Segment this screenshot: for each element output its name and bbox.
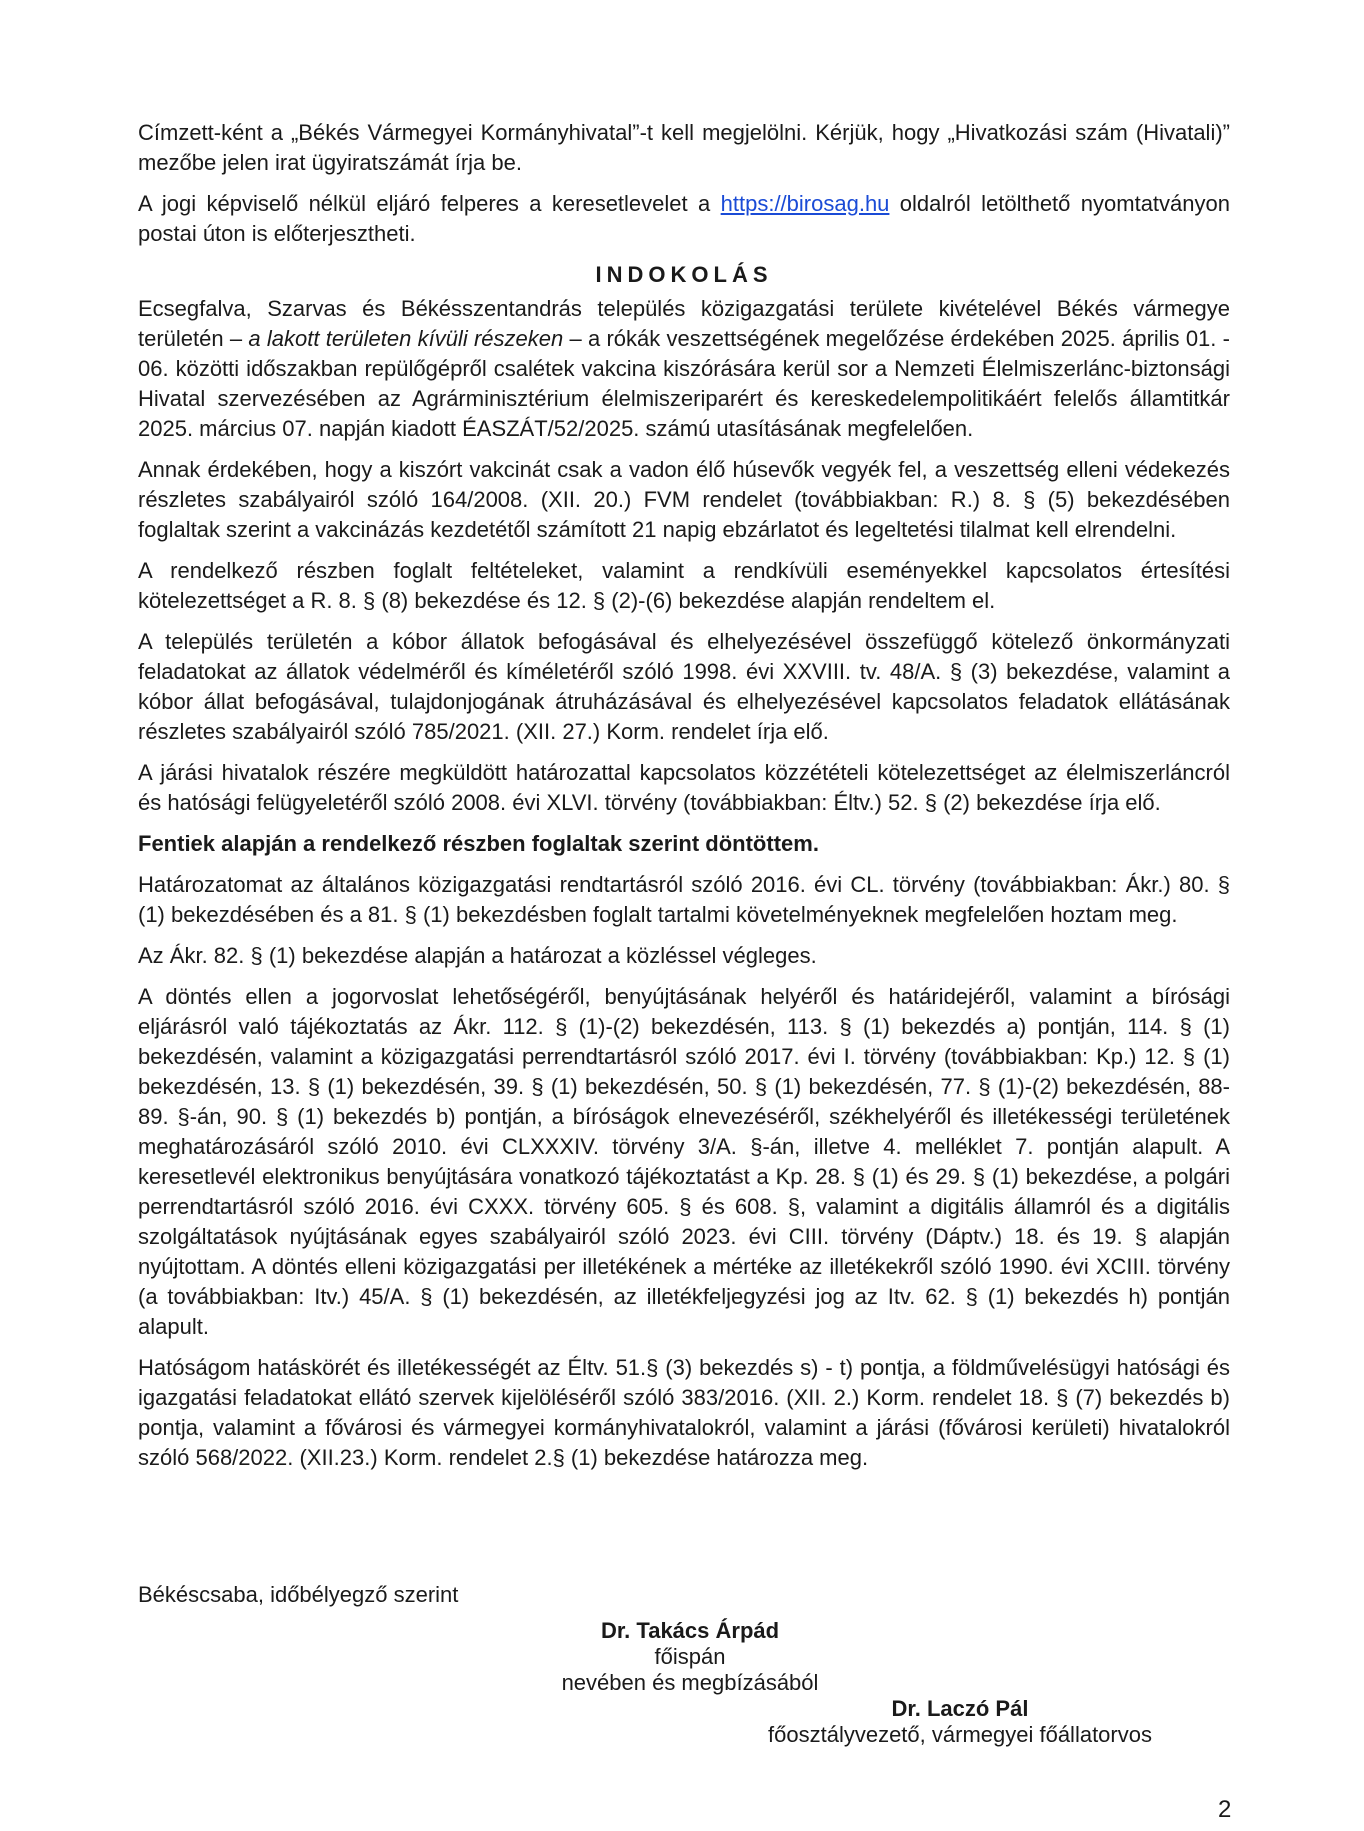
p1-text-after: – a rókák veszettségének megelőzése érdekében 2025. április 01. - 06. közötti időszakban repülőgépről csalétek vakcina kiszórására kerül sor a Nemzeti Élelmiszerlánc-biztonsági Hivatal szervezésében az Agrárminisztérium élelmiszeriparért és kereskedelempolitikáért felelős államtitkár 2025. március 07. napján kiadott ÉASZÁT/52/2025. számú utasításának megfelelően. [138, 326, 1230, 441]
decision-statement: Fentiek alapján a rendelkező részben foglaltak szerint döntöttem. [138, 831, 819, 856]
signatory-name-2: Dr. Laczó Pál [891, 1696, 1029, 1721]
filing-text-after: oldalról letölthető nyomtatványon postai úton is előterjesztheti. [138, 191, 1230, 246]
section-heading: INDOKOLÁS [595, 262, 773, 287]
birosag-link[interactable]: https://birosag.hu [720, 191, 890, 216]
signatory-title-1: főispán [654, 1644, 726, 1669]
recipient-paragraph: Címzett-ként a „Békés Vármegyei Kormányhivatal”-t kell megjelölni. Kérjük, hogy „Hivatkozási szám (Hivatali)” mezőbe jelen irat ügyiratszámát írja be. [138, 120, 1230, 175]
filing-paragraph [138, 189, 1230, 249]
signatory-block-1 [520, 1618, 860, 1696]
body-paragraph-2: Annak érdekében, hogy a kiszórt vakcinát csak a vadon élő húsevők vegyék fel, a veszettség elleni védekezés részletes szabályairól szóló 164/2008. (XII. 20.) FVM rendelet (továbbiakban: R.) 8. § (5) bekezdésében foglaltak szerint a vakcinázás kezdetétől számított 21 napig ebzárlatot és legeltetési tilalmat kell elrendelni. [138, 457, 1230, 542]
body-paragraph-8: Az Ákr. 82. § (1) bekezdése alapján a határozat a közléssel végleges. [138, 943, 817, 968]
on-behalf-text: nevében és megbízásából [561, 1670, 819, 1695]
body-paragraph-1 [138, 294, 1230, 444]
body-paragraph-7: Határozatomat az általános közigazgatási rendtartásról szóló 2016. évi CL. törvény (továbbiakban: Ákr.) 80. § (1) bekezdésében és a 81. § (1) bekezdésben foglalt tartalmi követelményeknek megfelelően hoztam meg. [138, 872, 1230, 927]
place-date: Békéscsaba, időbélyegző szerint [138, 1582, 459, 1607]
body-paragraph-10: Hatóságom hatáskörét és illetékességét az Éltv. 51.§ (3) bekezdés s) - t) pontja, a földművelésügyi hatósági és igazgatási feladatokat ellátó szervek kijelöléséről szóló 383/2016. (XII. 2.) Korm. rendelet 18. § (7) bekezdés b) pontja, valamint a fővárosi és vármegyei kormányhivatalokról, valamint a járási (fővárosi kerületi) hivatalokról szóló 568/2022. (XII.23.) Korm. rendelet 2.§ (1) bekezdése határozza meg. [138, 1355, 1230, 1470]
signatory-name-1: Dr. Takács Árpád [600, 1618, 780, 1643]
signatory-title-2: főosztályvezető, vármegyei főállatorvos [768, 1722, 1152, 1747]
p1-text-before: Ecsegfalva, Szarvas és Békésszentandrás település közigazgatási területe kivételével Békés vármegye területén – [138, 296, 1230, 351]
filing-text-before: A jogi képviselő nélkül eljáró felperes a keresetlevelet a [138, 191, 721, 216]
body-paragraph-5: A járási hivatalok részére megküldött határozattal kapcsolatos közzétételi kötelezettséget az élelmiszerláncról és hatósági felügyeletéről szóló 2008. évi XLVI. törvény (továbbiakban: Éltv.) 52. § (2) bekezdése írja elő. [138, 760, 1230, 815]
page-number: 2 [1218, 1796, 1232, 1823]
signatory-block-2 [740, 1696, 1180, 1748]
body-paragraph-4: A település területén a kóbor állatok befogásával és elhelyezésével összefüggő kötelező önkormányzati feladatokat az állatok védelméről és kíméletéről szóló 1998. évi XXVIII. tv. 48/A. § (3) bekezdése, valamint a kóbor állat befogásával, tulajdonjogának átruházásával és elhelyezésével kapcsolatos feladatok ellátásának részletes szabályairól szóló 785/2021. (XII. 27.) Korm. rendelet írja elő. [138, 629, 1230, 744]
body-paragraph-9: A döntés ellen a jogorvoslat lehetőségéről, benyújtásának helyéről és határidejéről, valamint a bírósági eljárásról való tájékoztatás az Ákr. 112. § (1)-(2) bekezdésén, 113. § (1) bekezdés a) pontján, 114. § (1) bekezdésén, valamint a közigazgatási perrendtartásról szóló 2017. évi I. törvény (továbbiakban: Kp.) 12. § (1) bekezdésén, 13. § (1) bekezdésén, 39. § (1) bekezdésén, 50. § (1) bekezdésén, 77. § (1)-(2) bekezdésén, 88-89. §-án, 90. § (1) bekezdés b) pontján, a bíróságok elnevezéséről, székhelyéről és illetékességi területének meghatározásáról szóló 2010. évi CLXXXIV. törvény 3/A. §-án, illetve 4. melléklet 7. pontján alapult. A keresetlevél elektronikus benyújtására vonatkozó tájékoztatást a Kp. 28. § (1) és 29. § (1) bekezdése, a polgári perrendtartásról szóló 2016. évi CXXX. törvény 605. § és 608. §, valamint a digitális államról és a digitális szolgáltatások nyújtásának egyes szabályairól szóló 2023. évi CIII. törvény (Dáptv.) 18. és 19. § alapján nyújtottam. A döntés elleni közigazgatási per illetékének a mértéke az illetékekről szóló 1990. évi XCIII. törvény (a továbbiakban: Itv.) 45/A. § (1) bekezdésén, az illetékfeljegyzési jog az Itv. 62. § (1) bekezdés h) pontján alapult. [138, 984, 1230, 1339]
p1-italic-text: a lakott területen kívüli részeken [248, 326, 564, 351]
document-body [138, 118, 1230, 1484]
body-paragraph-3: A rendelkező részben foglalt feltételeket, valamint a rendkívüli eseményekkel kapcsolatos értesítési kötelezettséget a R. 8. § (8) bekezdése és 12. § (2)-(6) bekezdése alapján rendeltem el. [138, 558, 1230, 613]
